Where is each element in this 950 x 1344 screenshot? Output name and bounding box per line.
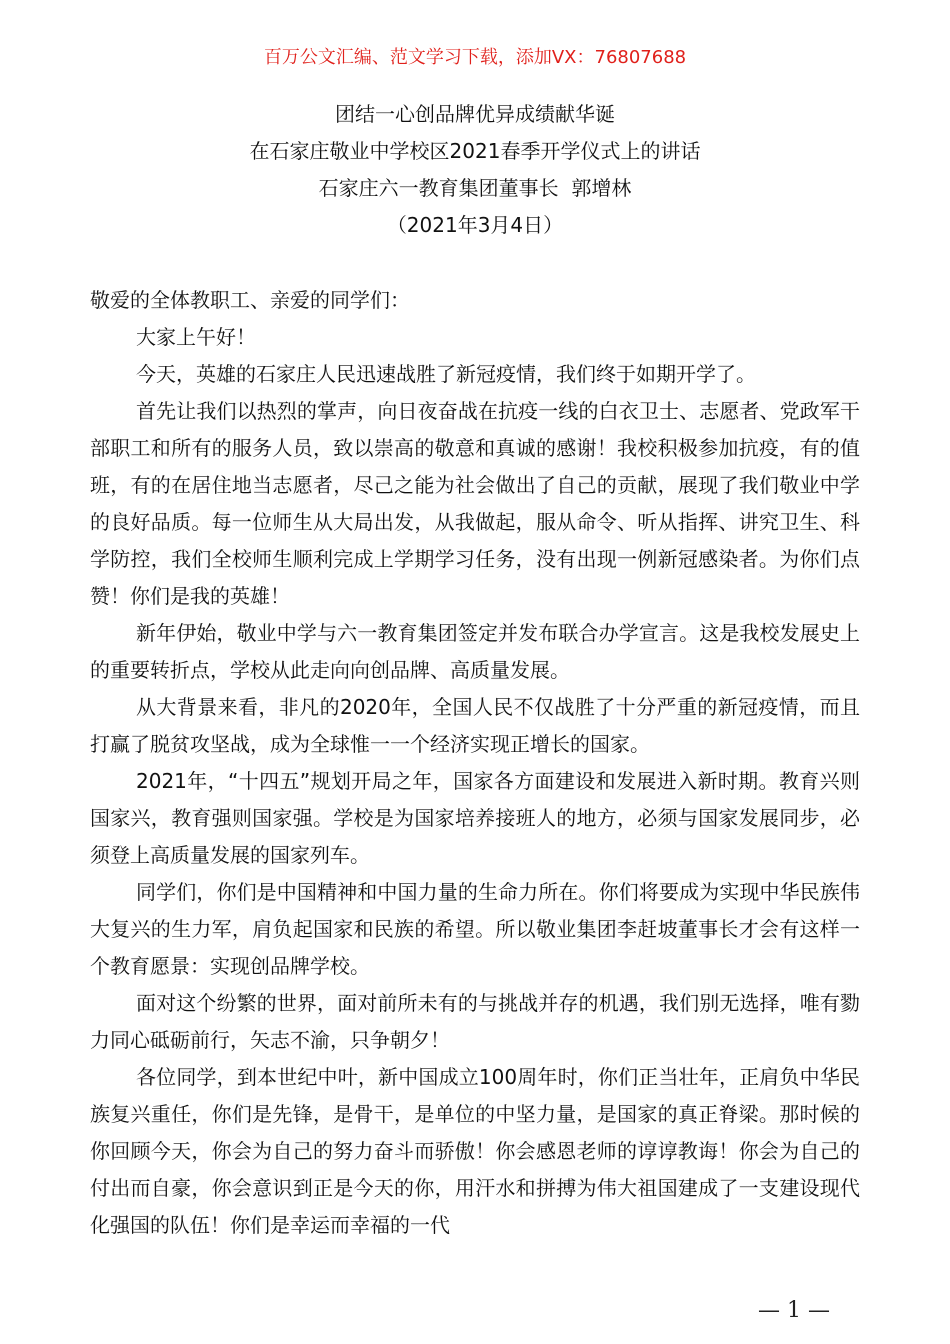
speech-body (90, 282, 860, 1244)
salutation: 敬爱的全体教职工、亲爱的同学们： (90, 288, 410, 312)
paragraph: 新年伊始，敬业中学与六一教育集团签定并发布联合办学宣言。这是我校发展史上的重要转折点，学校从此走向向创品牌、高质量发展。 (90, 621, 860, 682)
document-header (0, 96, 950, 244)
document-title: 团结一心创品牌优异成绩献华诞 (335, 102, 615, 126)
paragraph: 面对这个纷繁的世界，面对前所未有的与挑战并存的机遇，我们别无选择，唯有勠力同心砥砺前行，矢志不渝，只争朝夕！ (90, 991, 860, 1052)
paragraph: 同学们，你们是中国精神和中国力量的生命力所在。你们将要成为实现中华民族伟大复兴的生力军，肩负起国家和民族的希望。所以敬业集团李赶坡董事长才会有这样一个教育愿景：实现创品牌学校。 (90, 880, 860, 978)
page-number: — 1 — (758, 1298, 830, 1323)
speech-date: （2021年3月4日） (386, 213, 564, 237)
paragraph: 2021年，“十四五”规划开局之年，国家各方面建设和发展进入新时期。教育兴则国家兴，教育强则国家强。学校是为国家培养接班人的地方，必须与国家发展同步，必须登上高质量发展的国家列车。 (90, 769, 860, 867)
speaker-line: 石家庄六一教育集团董事长 郭增林 (318, 176, 632, 200)
paragraph: 首先让我们以热烈的掌声，向日夜奋战在抗疫一线的白衣卫士、志愿者、党政军干部职工和所有的服务人员，致以崇高的敬意和真诚的感谢！我校积极参加抗疫，有的值班，有的在居住地当志愿者，尽己之能为社会做出了自己的贡献，展现了我们敬业中学的良好品质。每一位师生从大局出发，从我做起，服从命令、听从指挥、讲究卫生、科学防控，我们全校师生顺利完成上学期学习任务，没有出现一例新冠感染者。为你们点赞！你们是我的英雄！ (90, 399, 860, 608)
paragraph: 今天，英雄的石家庄人民迅速战胜了新冠疫情，我们终于如期开学了。 (136, 362, 756, 386)
paragraph: 从大背景来看，非凡的2020年，全国人民不仅战胜了十分严重的新冠疫情，而且打赢了脱贫攻坚战，成为全球惟一一个经济实现正增长的国家。 (90, 695, 860, 756)
download-banner: 百万公文汇编、范文学习下载，添加VX：76807688 (263, 47, 687, 68)
paragraph: 大家上午好！ (136, 325, 256, 349)
paragraph: 各位同学，到本世纪中叶，新中国成立100周年时，你们正当壮年，正肩负中华民族复兴重任，你们是先锋，是骨干，是单位的中坚力量，是国家的真正脊梁。那时候的你回顾今天，你会为自己的努力奋斗而骄傲！你会感恩老师的谆谆教诲！你会为自己的付出而自豪，你会意识到正是今天的你，用汗水和拼搏为伟大祖国建成了一支建设现代化强国的队伍！你们是幸运而幸福的一代 (90, 1065, 860, 1237)
document-subtitle: 在石家庄敬业中学校区2021春季开学仪式上的讲话 (249, 139, 701, 163)
